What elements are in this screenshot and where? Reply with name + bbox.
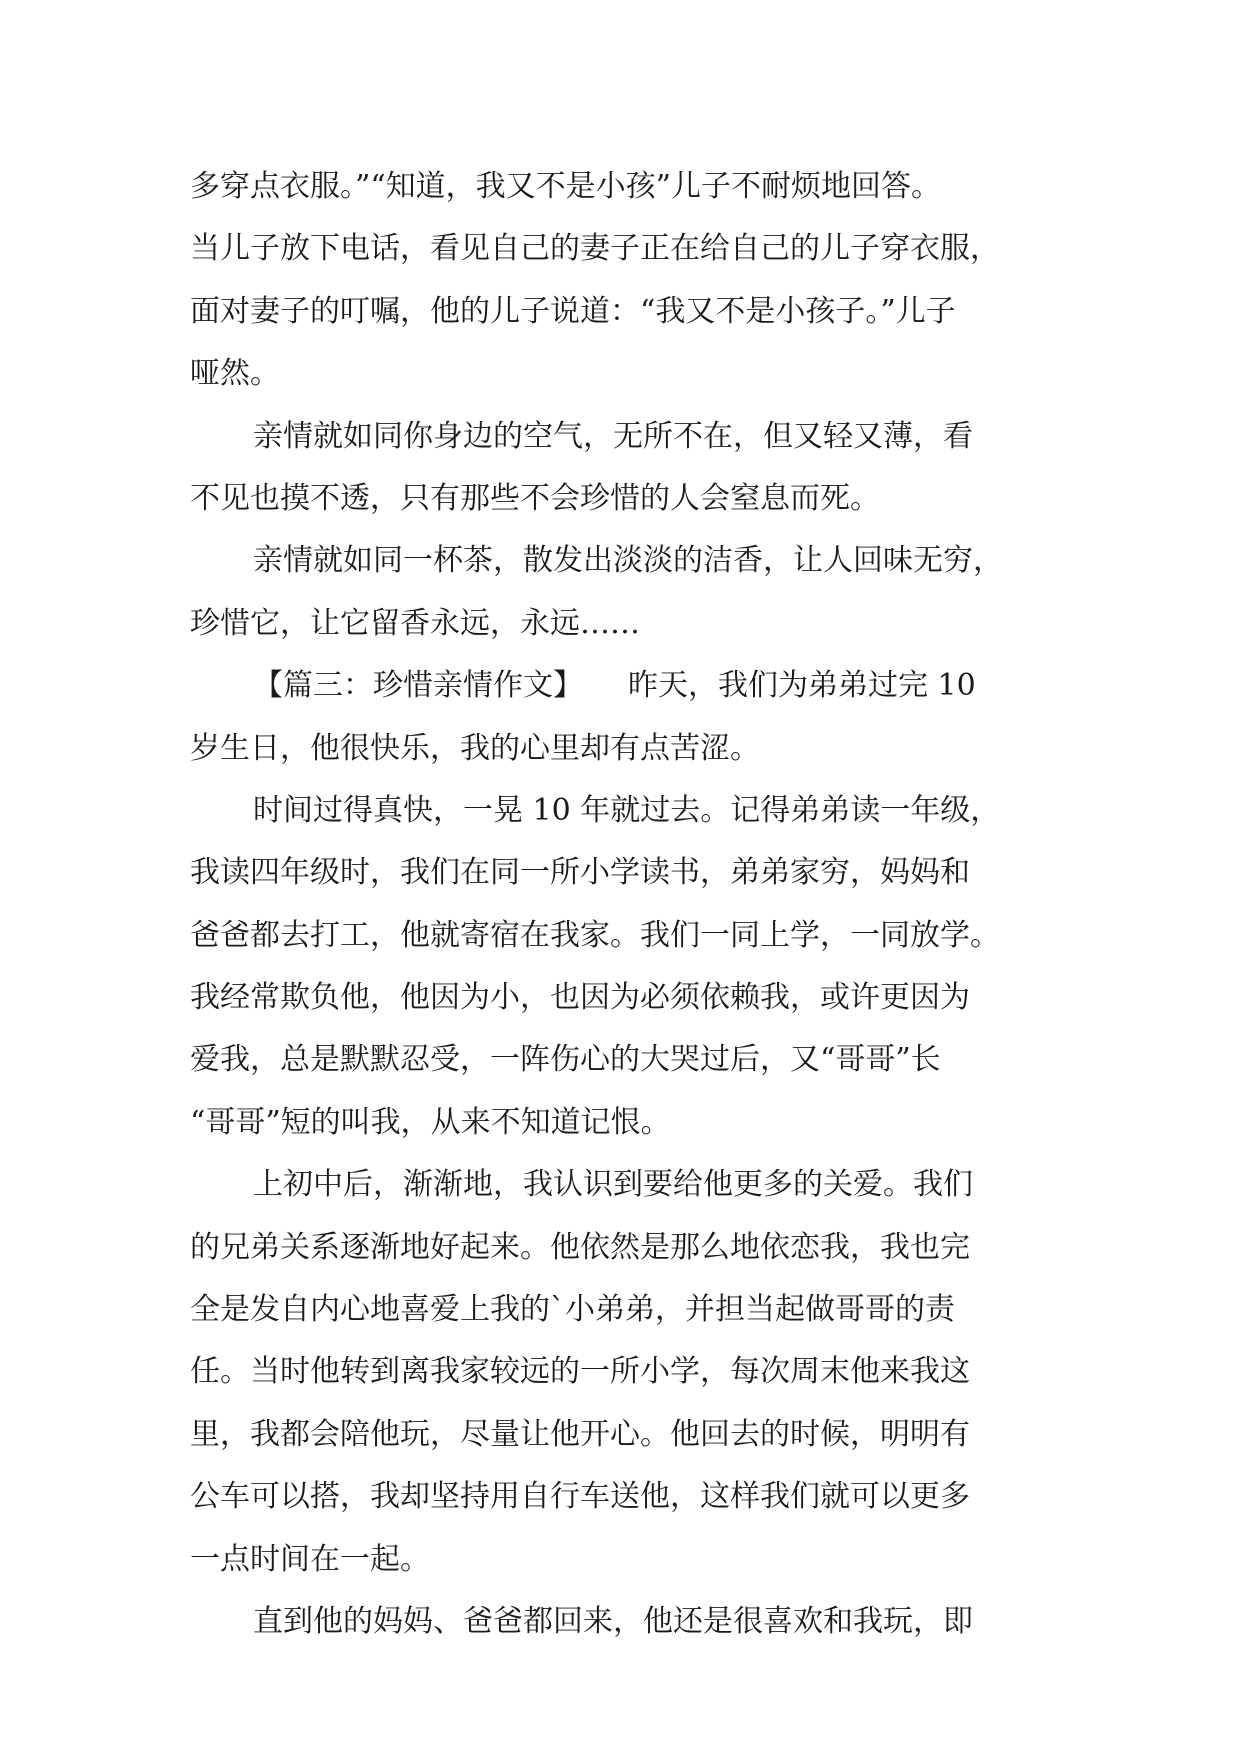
text-line: 【篇三：珍惜亲情作文】 昨天，我们为弟弟过完 10 [253, 668, 976, 704]
text-line: 爸爸都去打工，他就寄宿在我家。我们一同上学，一同放学。 [190, 917, 1000, 953]
text-line: 当儿子放下电话，看见自己的妻子正在给自己的儿子穿衣服， [190, 231, 1000, 267]
text-line: 公车可以搭，我却坚持用自行车送他，这样我们就可以更多 [190, 1479, 970, 1515]
body-text [190, 156, 1060, 1653]
text-line: 面对妻子的叮嘱，他的儿子说道：“我又不是小孩子。”儿子 [190, 293, 956, 329]
text-line: 一点时间在一起。 [190, 1541, 430, 1577]
text-line: 全是发自内心地喜爱上我的`小弟弟，并担当起做哥哥的责 [190, 1292, 955, 1328]
text-line: 亲情就如同你身边的空气，无所不在，但又轻又薄，看 [253, 418, 973, 454]
text-line: “哥哥”短的叫我，从来不知道记恨。 [190, 1104, 671, 1140]
text-line: 珍惜它，让它留香永远，永远…… [190, 605, 640, 641]
text-line: 我经常欺负他，他因为小，也因为必须依赖我，或许更因为 [190, 980, 970, 1016]
text-line: 直到他的妈妈、爸爸都回来，他还是很喜欢和我玩，即 [253, 1603, 973, 1639]
text-line: 时间过得真快，一晃 10 年就过去。记得弟弟读一年级， [253, 792, 1001, 828]
text-line: 上初中后，渐渐地，我认识到要给他更多的关爱。我们 [253, 1167, 973, 1203]
text-line: 里，我都会陪他玩，尽量让他开心。他回去的时候，明明有 [190, 1416, 970, 1452]
text-line: 不见也摸不透，只有那些不会珍惜的人会窒息而死。 [190, 480, 880, 516]
text-line: 多穿点衣服。”“知道，我又不是小孩”儿子不耐烦地回答。 [190, 169, 942, 204]
text-line: 亲情就如同一杯茶，散发出淡淡的洁香，让人回味无穷， [253, 543, 1003, 579]
text-line: 岁生日，他很快乐，我的心里却有点苦涩。 [190, 730, 760, 766]
text-line: 我读四年级时，我们在同一所小学读书，弟弟家穷，妈妈和 [190, 855, 970, 891]
text-line: 任。当时他转到离我家较远的一所小学，每次周末他来我这 [190, 1354, 970, 1390]
text-line: 哑然。 [190, 356, 280, 392]
text-line: 的兄弟关系逐渐地好起来。他依然是那么地依恋我，我也完 [190, 1229, 970, 1265]
text-line: 爱我，总是默默忍受，一阵伤心的大哭过后，又“哥哥”长 [190, 1042, 941, 1078]
